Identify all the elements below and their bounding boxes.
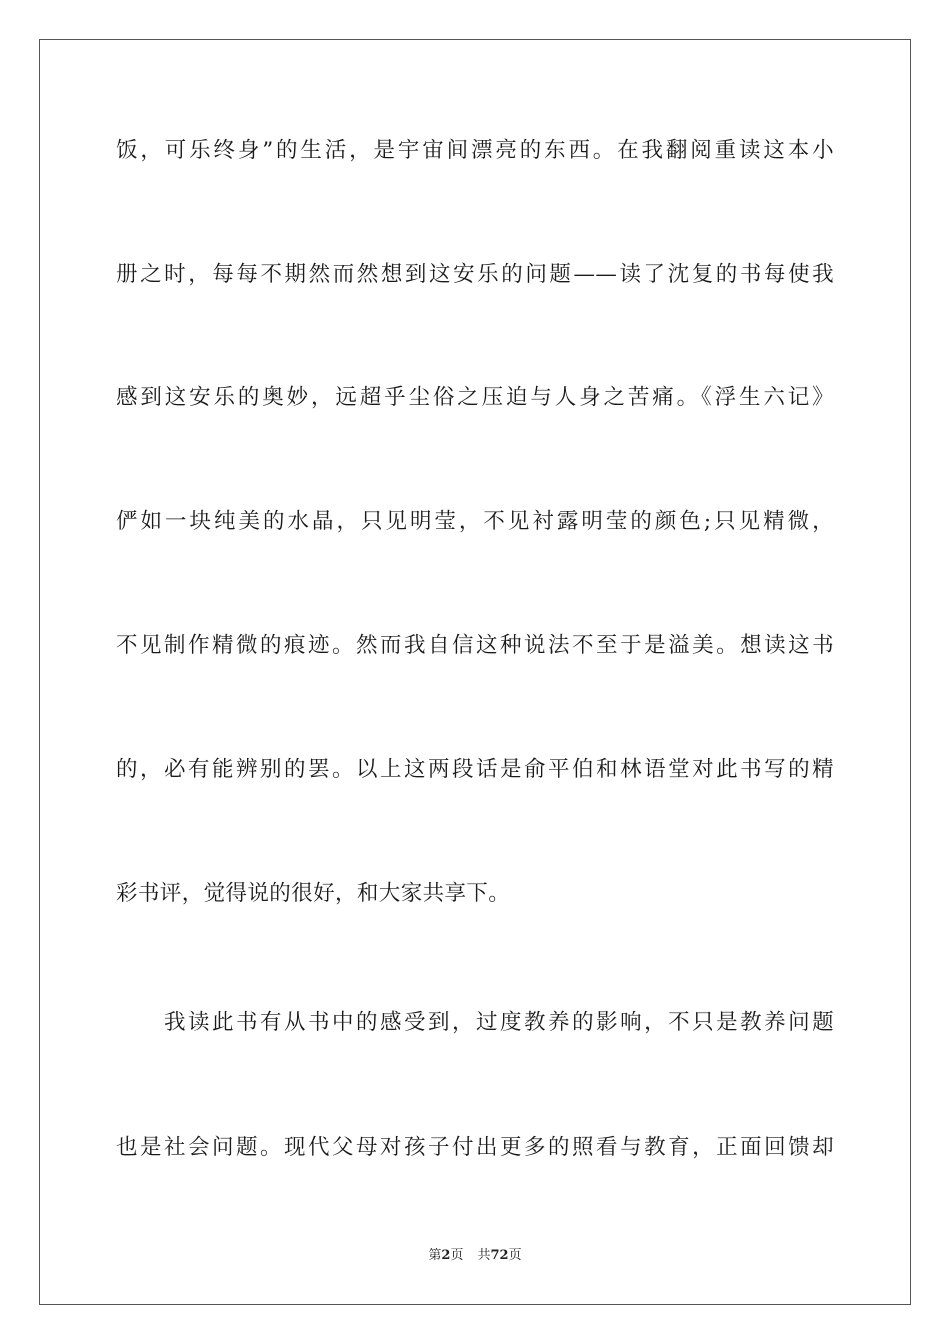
page-border: [39, 39, 911, 1305]
text-line: 饭，可乐终身”的生活，是宇宙间漂亮的东西。在我翻阅重读这本小: [116, 138, 834, 163]
text-line: 感到这安乐的奥妙，远超乎尘俗之压迫与人身之苦痛。《浮生六记》: [116, 385, 834, 410]
page-suffix: 页: [450, 1248, 464, 1263]
total-pages: 72: [490, 1248, 509, 1263]
text-line: 册之时，每每不期然而然想到这安乐的问题——读了沈复的书每使我: [116, 262, 834, 287]
page-footer: [0, 1246, 950, 1266]
total-suffix: 页: [508, 1248, 522, 1263]
text-line: 俨如一块纯美的水晶，只见明莹，不见衬露明莹的颜色;只见精微，: [116, 509, 834, 534]
text-line: 我读此书有从书中的感受到，过度教养的影响，不只是教养问题: [164, 1010, 834, 1035]
text-line: 彩书评，觉得说的很好，和大家共享下。: [116, 881, 511, 906]
page-prefix: 第: [428, 1248, 442, 1263]
text-line: 不见制作精微的痕迹。然而我自信这种说法不至于是溢美。想读这书: [116, 633, 834, 658]
text-line: 的，必有能辨别的罢。以上这两段话是俞平伯和林语堂对此书写的精: [116, 757, 834, 782]
page-number: 2: [441, 1248, 451, 1263]
total-prefix: 共: [477, 1248, 491, 1263]
text-line: 也是社会问题。现代父母对孩子付出更多的照看与教育，正面回馈却: [116, 1135, 834, 1160]
